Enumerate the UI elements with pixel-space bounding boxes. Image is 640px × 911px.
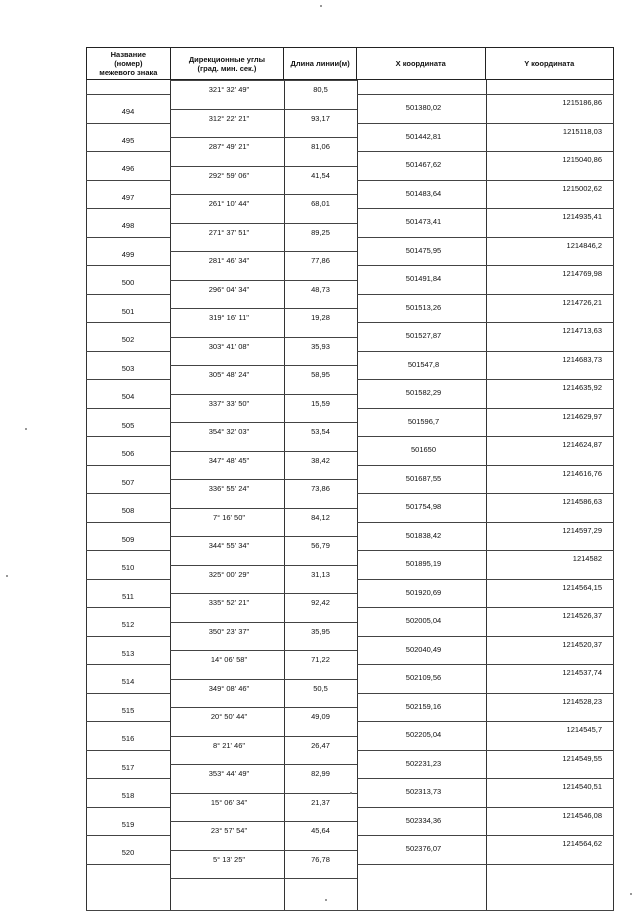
y-coordinate: 1214537,74 bbox=[562, 668, 602, 677]
header-name bbox=[87, 48, 171, 79]
point-row-line bbox=[357, 778, 614, 779]
direction-angle: 335° 52' 21" bbox=[208, 598, 250, 607]
line-length: 82,99 bbox=[311, 769, 330, 778]
y-coordinate: 1214713,63 bbox=[562, 326, 602, 335]
x-coordinate: 501467,62 bbox=[405, 160, 442, 169]
point-row-line bbox=[86, 379, 170, 380]
line-length: 89,25 bbox=[311, 227, 330, 237]
segment-row-line bbox=[170, 593, 357, 594]
line-length: 84,12 bbox=[311, 512, 330, 522]
line-length: 48,73 bbox=[311, 284, 330, 294]
point-row-line bbox=[357, 721, 614, 722]
segment-row-line bbox=[170, 821, 357, 822]
point-name: 509 bbox=[121, 534, 135, 544]
direction-angle: 8° 21' 46" bbox=[212, 740, 246, 750]
point-row-line bbox=[357, 465, 614, 466]
y-coordinate: 1215040,86 bbox=[562, 155, 602, 164]
column-divider bbox=[86, 80, 87, 910]
header-angles bbox=[171, 48, 285, 79]
line-length: 53,54 bbox=[311, 427, 330, 436]
line-length: 21,37 bbox=[311, 797, 330, 807]
x-coordinate: 502313,73 bbox=[405, 787, 442, 796]
y-coordinate: 1214540,51 bbox=[562, 782, 602, 791]
point-name: 516 bbox=[121, 734, 135, 743]
y-coordinate: 1214726,21 bbox=[562, 297, 602, 307]
x-coordinate: 501838,42 bbox=[405, 530, 442, 540]
direction-angle: 353° 44' 49" bbox=[208, 769, 250, 778]
point-name: 514 bbox=[121, 677, 135, 686]
segment-row-line bbox=[170, 679, 357, 680]
point-row-line bbox=[357, 294, 614, 295]
point-row-line bbox=[357, 180, 614, 181]
direction-angle: 271° 37' 51" bbox=[208, 227, 250, 237]
point-name: 508 bbox=[121, 506, 135, 515]
point-row-line bbox=[86, 351, 170, 352]
direction-angle: 296° 04' 34" bbox=[208, 284, 250, 294]
line-length: 26,47 bbox=[311, 740, 330, 750]
direction-angle: 325° 00' 29" bbox=[208, 569, 250, 579]
point-name: 519 bbox=[121, 819, 135, 829]
y-coordinate: 1214846,2 bbox=[566, 240, 602, 250]
point-row-line bbox=[357, 864, 614, 865]
point-name: 497 bbox=[121, 192, 135, 202]
x-coordinate: 501920,69 bbox=[405, 587, 442, 597]
x-coordinate: 501483,64 bbox=[405, 188, 442, 198]
y-coordinate: 1214586,63 bbox=[562, 497, 602, 506]
point-row-line bbox=[357, 351, 614, 352]
segment-row-line bbox=[170, 622, 357, 623]
x-coordinate: 501380,02 bbox=[405, 103, 442, 112]
direction-angle: 312° 22' 21" bbox=[208, 113, 250, 123]
point-row-line bbox=[86, 864, 170, 865]
point-row-line bbox=[86, 265, 170, 266]
scan-speck bbox=[25, 428, 27, 430]
point-row-line bbox=[86, 208, 170, 209]
column-divider bbox=[613, 80, 614, 910]
line-length: 35,93 bbox=[311, 341, 330, 351]
point-row-line bbox=[357, 408, 614, 409]
point-row-line bbox=[86, 94, 170, 95]
line-length: 76,78 bbox=[311, 854, 330, 864]
segment-row-line bbox=[170, 80, 357, 81]
segment-row-line bbox=[170, 251, 357, 252]
line-length: 35,95 bbox=[311, 626, 330, 636]
point-name: 515 bbox=[121, 705, 135, 715]
line-length: 56,79 bbox=[311, 541, 330, 550]
y-coordinate: 1214545,7 bbox=[566, 725, 602, 734]
line-length: 49,09 bbox=[311, 712, 330, 721]
header-name-line-1: Название bbox=[110, 50, 147, 59]
direction-angle: 321° 32' 49" bbox=[208, 85, 250, 94]
segment-row-line bbox=[170, 479, 357, 480]
point-name: 505 bbox=[121, 420, 135, 430]
point-row-line bbox=[86, 493, 170, 494]
column-divider bbox=[357, 80, 358, 910]
point-row-line bbox=[86, 778, 170, 779]
line-length: 80,5 bbox=[313, 85, 328, 94]
y-coordinate: 1214624,87 bbox=[562, 440, 602, 449]
x-coordinate: 502109,56 bbox=[405, 673, 442, 682]
point-name: 496 bbox=[121, 164, 135, 173]
point-name: 517 bbox=[121, 762, 135, 772]
segment-row-line bbox=[170, 850, 357, 851]
direction-angle: 292° 59' 06" bbox=[208, 170, 250, 180]
point-name: 520 bbox=[121, 848, 135, 857]
direction-angle: 20° 50' 44" bbox=[210, 712, 248, 721]
x-coordinate: 502159,16 bbox=[405, 701, 442, 711]
point-name: 512 bbox=[121, 620, 135, 629]
header-name-line-3: межевого знака bbox=[99, 68, 158, 77]
header-angles-line-1: Дирекционные углы bbox=[188, 54, 266, 64]
direction-angle: 336° 55' 24" bbox=[208, 484, 250, 493]
x-coordinate: 501442,81 bbox=[405, 131, 442, 141]
segment-row-line bbox=[170, 650, 357, 651]
point-name: 510 bbox=[121, 563, 135, 572]
segment-row-line bbox=[170, 337, 357, 338]
direction-angle: 281° 46' 34" bbox=[208, 256, 250, 265]
point-row-line bbox=[357, 550, 614, 551]
point-row-line bbox=[86, 408, 170, 409]
line-length: 92,42 bbox=[311, 598, 330, 607]
point-name: 499 bbox=[121, 249, 135, 259]
point-name: 504 bbox=[121, 392, 135, 401]
line-length: 15,59 bbox=[311, 398, 330, 408]
point-name: 498 bbox=[121, 221, 135, 230]
y-coordinate: 1214629,97 bbox=[562, 411, 602, 421]
point-name: 506 bbox=[121, 449, 135, 458]
scan-speck bbox=[325, 899, 327, 901]
point-row-line bbox=[86, 522, 170, 523]
point-row-line bbox=[86, 807, 170, 808]
direction-angle: 7° 16' 50" bbox=[212, 512, 246, 522]
x-coordinate: 502040,49 bbox=[405, 644, 442, 654]
line-length: 81,06 bbox=[311, 142, 330, 151]
segment-row-line bbox=[170, 764, 357, 765]
line-length: 73,86 bbox=[311, 484, 330, 493]
segment-row-line bbox=[170, 308, 357, 309]
y-coordinate: 1214564,15 bbox=[562, 582, 602, 592]
point-row-line bbox=[357, 607, 614, 608]
point-row-line bbox=[357, 579, 614, 580]
segment-row-line bbox=[170, 137, 357, 138]
point-name: 494 bbox=[121, 107, 135, 116]
line-length: 93,17 bbox=[311, 113, 330, 123]
point-row-line bbox=[86, 322, 170, 323]
point-row-line bbox=[86, 636, 170, 637]
point-row-line bbox=[86, 579, 170, 580]
point-row-line bbox=[357, 436, 614, 437]
x-coordinate: 501895,19 bbox=[405, 559, 442, 568]
point-name: 502 bbox=[121, 335, 135, 344]
header-length: Длина линии(м) bbox=[284, 48, 357, 79]
point-name: 507 bbox=[121, 477, 135, 487]
y-coordinate: 1215118,03 bbox=[562, 126, 602, 136]
point-row-line bbox=[86, 607, 170, 608]
x-coordinate: 502376,07 bbox=[405, 844, 442, 853]
column-divider bbox=[284, 80, 285, 910]
table-header bbox=[86, 47, 614, 80]
point-row-line bbox=[357, 123, 614, 124]
line-length: 45,64 bbox=[311, 826, 330, 835]
segment-row-line bbox=[170, 365, 357, 366]
y-coordinate: 1214520,37 bbox=[562, 639, 602, 649]
y-coordinate: 1215002,62 bbox=[562, 183, 602, 193]
segment-row-line bbox=[170, 451, 357, 452]
direction-angle: 350° 23' 37" bbox=[208, 626, 250, 636]
point-row-line bbox=[357, 636, 614, 637]
scan-speck bbox=[350, 792, 352, 794]
segment-row-line bbox=[170, 109, 357, 110]
point-row-line bbox=[86, 664, 170, 665]
point-row-line bbox=[357, 379, 614, 380]
point-name: 511 bbox=[122, 591, 134, 601]
x-coordinate: 501473,41 bbox=[405, 217, 442, 226]
point-row-line bbox=[357, 94, 614, 95]
direction-angle: 337° 33' 50" bbox=[208, 398, 250, 408]
y-coordinate: 1214616,76 bbox=[562, 468, 602, 478]
point-row-line bbox=[357, 835, 614, 836]
line-length: 31,13 bbox=[311, 569, 330, 579]
point-row-line bbox=[357, 265, 614, 266]
segment-row-line bbox=[170, 194, 357, 195]
direction-angle: 347° 48' 45" bbox=[208, 455, 250, 465]
segment-row-line bbox=[170, 223, 357, 224]
line-length: 71,22 bbox=[311, 655, 330, 664]
x-coordinate: 501582,29 bbox=[405, 388, 442, 397]
point-name: 503 bbox=[121, 363, 135, 373]
x-coordinate: 501513,26 bbox=[405, 302, 442, 312]
point-row-line bbox=[86, 750, 170, 751]
direction-angle: 354° 32' 03" bbox=[208, 427, 250, 436]
column-divider bbox=[170, 80, 171, 910]
segment-row-line bbox=[170, 793, 357, 794]
x-coordinate: 502205,04 bbox=[405, 730, 442, 739]
scan-speck bbox=[320, 5, 322, 7]
point-row-line bbox=[357, 664, 614, 665]
scan-speck bbox=[630, 893, 632, 895]
point-row-line bbox=[86, 550, 170, 551]
direction-angle: 23° 57' 54" bbox=[210, 826, 248, 835]
point-row-line bbox=[86, 294, 170, 295]
x-coordinate: 501596,7 bbox=[407, 416, 440, 426]
segment-row-line bbox=[170, 166, 357, 167]
point-row-line bbox=[86, 721, 170, 722]
x-coordinate: 501491,84 bbox=[405, 274, 442, 283]
point-name: 495 bbox=[121, 135, 135, 145]
point-row-line bbox=[357, 493, 614, 494]
segment-row-line bbox=[170, 422, 357, 423]
x-coordinate: 502231,23 bbox=[405, 758, 442, 768]
point-row-line bbox=[86, 123, 170, 124]
line-length: 68,01 bbox=[311, 199, 330, 208]
y-coordinate: 1214526,37 bbox=[562, 611, 602, 620]
x-coordinate: 502334,36 bbox=[405, 815, 442, 825]
x-coordinate: 501475,95 bbox=[405, 245, 442, 255]
line-length: 38,42 bbox=[311, 455, 330, 465]
x-coordinate: 502005,04 bbox=[405, 616, 442, 625]
point-name: 501 bbox=[121, 306, 135, 316]
line-length: 77,86 bbox=[311, 256, 330, 265]
point-row-line bbox=[357, 322, 614, 323]
direction-angle: 5° 13' 25" bbox=[212, 854, 246, 864]
point-row-line bbox=[86, 835, 170, 836]
y-coordinate: 1214546,08 bbox=[562, 810, 602, 820]
point-row-line bbox=[86, 151, 170, 152]
line-length: 58,95 bbox=[311, 370, 330, 379]
y-coordinate: 1214549,55 bbox=[562, 753, 602, 763]
segment-row-line bbox=[170, 536, 357, 537]
segment-row-line bbox=[170, 280, 357, 281]
direction-angle: 305° 48' 24" bbox=[208, 370, 250, 379]
y-coordinate: 1215186,86 bbox=[562, 98, 602, 107]
header-x: X координата bbox=[357, 48, 486, 79]
direction-angle: 15° 06' 34" bbox=[210, 797, 248, 807]
x-coordinate: 501547,8 bbox=[407, 359, 440, 369]
y-coordinate: 1214769,98 bbox=[562, 269, 602, 278]
point-name: 500 bbox=[121, 278, 135, 287]
header-name-line-2: (номер) bbox=[114, 59, 143, 68]
point-name: 513 bbox=[121, 648, 135, 658]
point-row-line bbox=[86, 465, 170, 466]
y-coordinate: 1214564,62 bbox=[562, 839, 602, 848]
y-coordinate: 1214683,73 bbox=[562, 354, 602, 364]
point-row-line bbox=[86, 436, 170, 437]
segment-row-line bbox=[170, 565, 357, 566]
line-length: 50,5 bbox=[313, 683, 328, 693]
segment-row-line bbox=[170, 707, 357, 708]
point-row-line bbox=[357, 151, 614, 152]
point-row-line bbox=[86, 693, 170, 694]
y-coordinate: 1214528,23 bbox=[562, 696, 602, 706]
y-coordinate: 1214635,92 bbox=[562, 383, 602, 392]
point-row-line bbox=[86, 237, 170, 238]
direction-angle: 261° 10' 44" bbox=[208, 199, 250, 208]
x-coordinate: 501650 bbox=[410, 445, 437, 454]
point-row-line bbox=[357, 522, 614, 523]
y-coordinate: 1214597,29 bbox=[562, 525, 602, 535]
segment-row-line bbox=[170, 878, 357, 879]
column-divider bbox=[486, 80, 487, 910]
direction-angle: 319° 16' 11" bbox=[209, 313, 249, 322]
scan-speck bbox=[6, 575, 8, 577]
direction-angle: 287° 49' 21" bbox=[208, 142, 250, 151]
direction-angle: 349° 08' 46" bbox=[208, 683, 250, 693]
point-row-line bbox=[86, 180, 170, 181]
y-coordinate: 1214582 bbox=[572, 554, 602, 563]
line-length: 41,54 bbox=[311, 170, 330, 180]
point-row-line bbox=[357, 208, 614, 209]
point-row-line bbox=[357, 807, 614, 808]
header-y: Y координата bbox=[524, 59, 575, 68]
point-row-line bbox=[357, 237, 614, 238]
point-row-line bbox=[357, 750, 614, 751]
direction-angle: 14° 06' 58" bbox=[210, 655, 248, 664]
segment-row-line bbox=[170, 394, 357, 395]
segment-row-line bbox=[170, 736, 357, 737]
x-coordinate: 501527,87 bbox=[405, 331, 442, 340]
segment-row-line bbox=[170, 508, 357, 509]
point-row-line bbox=[357, 693, 614, 694]
point-name: 518 bbox=[121, 791, 135, 800]
y-coordinate: 1214935,41 bbox=[562, 212, 602, 221]
header-angles-line-2: (град. мин. сек.) bbox=[197, 63, 257, 73]
direction-angle: 303° 41' 08" bbox=[208, 341, 250, 351]
x-coordinate: 501687,55 bbox=[405, 473, 442, 483]
direction-angle: 344° 55' 34" bbox=[208, 541, 250, 550]
line-length: 19,28 bbox=[311, 313, 330, 322]
x-coordinate: 501754,98 bbox=[405, 502, 442, 511]
